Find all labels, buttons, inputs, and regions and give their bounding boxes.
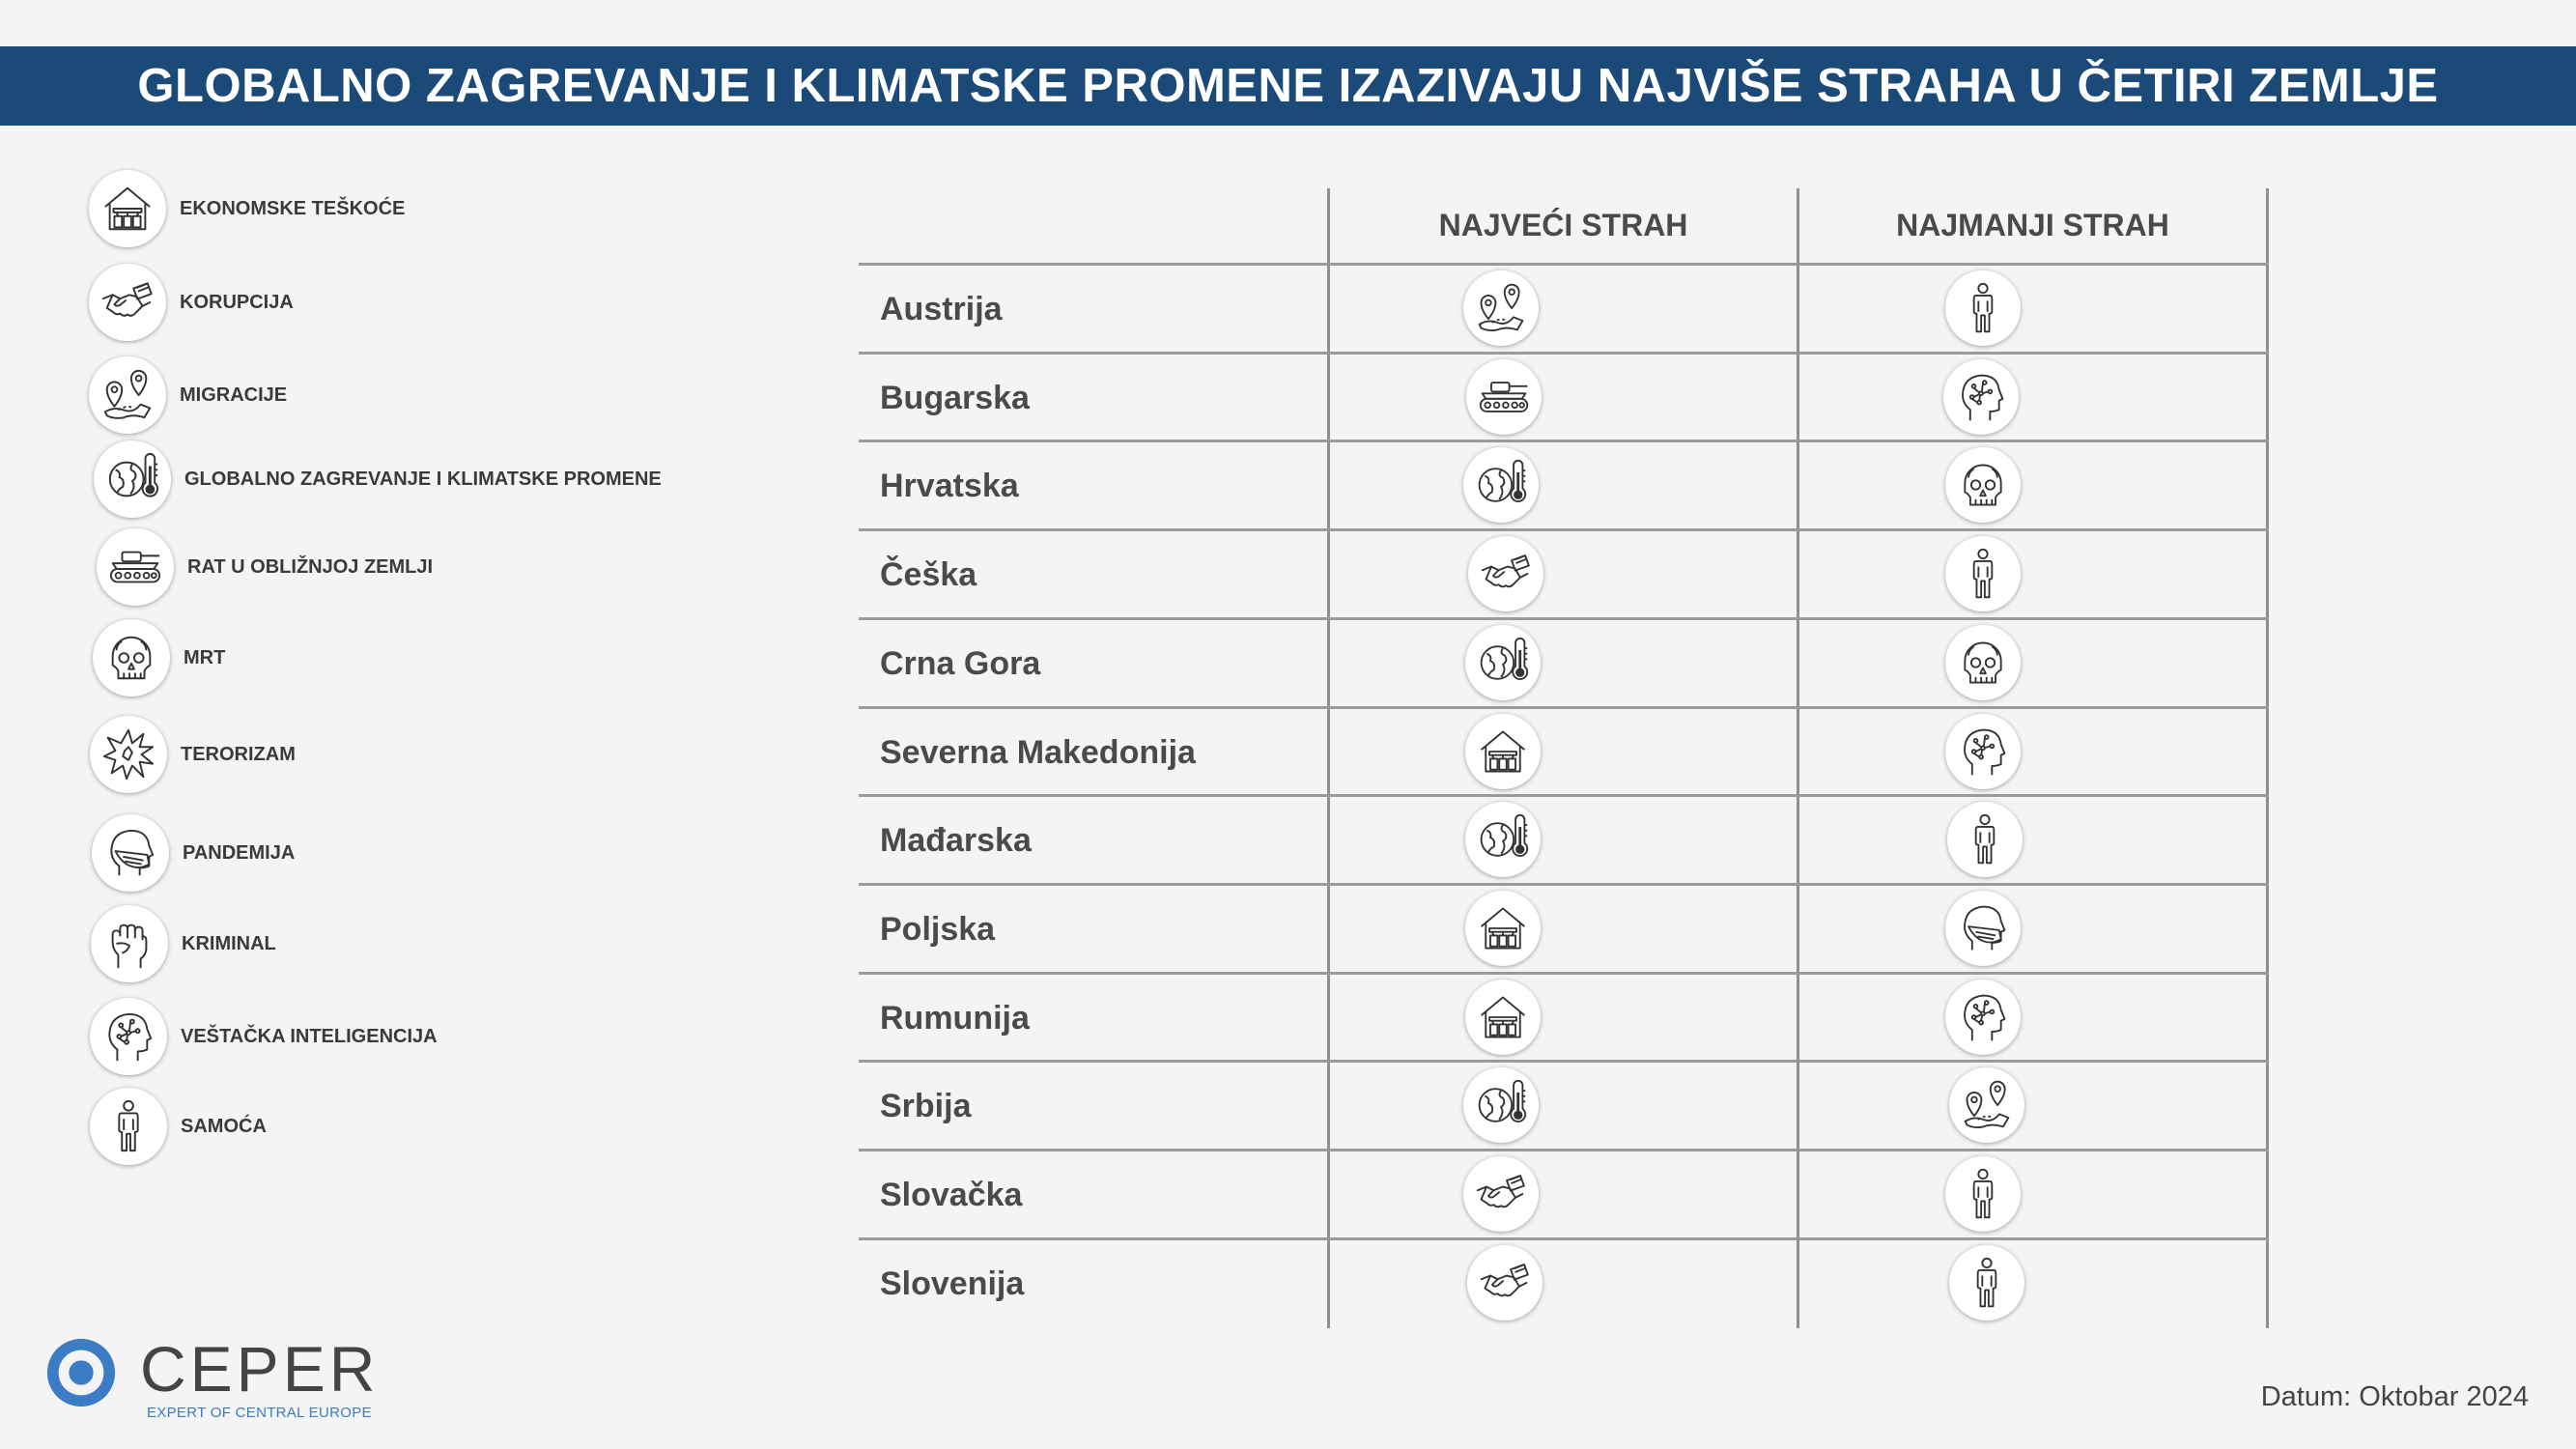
least-feared-person-icon <box>1947 802 2023 877</box>
most-feared-globe-thermometer-icon <box>1463 447 1539 523</box>
legend-item <box>90 1088 267 1165</box>
legend-icon-person-icon <box>90 1088 167 1165</box>
most-feared-economy-icon <box>1465 891 1541 966</box>
table-row <box>859 885 2269 974</box>
country-name: Slovenija <box>880 1265 1025 1302</box>
legend-label: SAMOĆA <box>181 1115 267 1137</box>
most-feared-handshake-icon <box>1468 536 1543 611</box>
legend-label: MIGRACIJE <box>180 384 288 406</box>
most-feared-handshake-icon <box>1463 1156 1539 1232</box>
least-feared-person-icon <box>1949 1245 2024 1321</box>
legend-label: VEŠTAČKA INTELIGENCIJA <box>181 1025 438 1047</box>
tank-icon <box>1477 370 1531 424</box>
map-pin-icon <box>1960 1078 2014 1132</box>
map-pin-icon <box>1474 281 1528 335</box>
country-name: Severna Makedonija <box>880 734 1196 771</box>
legend-label: TERORIZAM <box>181 743 296 765</box>
legend-label: PANDEMIJA <box>183 841 296 864</box>
legend-label: KRIMINAL <box>182 932 276 954</box>
legend-label: KORUPCIJA <box>180 291 294 313</box>
legend-item <box>90 716 296 793</box>
economy-icon <box>1476 990 1530 1044</box>
map-pin-icon <box>99 367 156 423</box>
header-least-feared: NAJMANJI STRAH <box>1896 208 2169 242</box>
legend-item <box>89 170 405 247</box>
most-feared-tank-icon <box>1466 359 1542 435</box>
skull-icon <box>1956 636 2010 690</box>
legend-icon-ai-head-icon <box>90 998 167 1075</box>
country-name: Austrija <box>880 291 1003 327</box>
legend-icon-globe-thermometer-icon <box>94 440 171 518</box>
legend-item <box>94 440 662 518</box>
least-feared-skull-icon <box>1945 447 2021 523</box>
handshake-icon <box>99 274 156 330</box>
legend-icon-economy-icon <box>89 170 166 247</box>
table-row <box>859 619 2269 708</box>
person-icon <box>1958 812 2012 867</box>
skull-icon <box>103 630 159 686</box>
most-feared-economy-icon <box>1465 714 1541 789</box>
person-icon <box>100 1098 156 1154</box>
least-feared-ai-head-icon <box>1945 980 2021 1055</box>
person-icon <box>1956 1167 2010 1221</box>
legend <box>0 0 773 1208</box>
legend-item <box>89 356 287 434</box>
tank-icon <box>107 539 163 595</box>
handshake-icon <box>1479 547 1533 601</box>
ceper-logo <box>43 1331 380 1428</box>
mask-head-icon <box>102 825 158 881</box>
least-feared-person-icon <box>1945 536 2021 611</box>
table-row <box>859 354 2269 442</box>
legend-icon-skull-icon <box>93 619 170 696</box>
legend-icon-tank-icon <box>97 528 174 606</box>
fear-table <box>859 188 2269 1328</box>
country-name: Crna Gora <box>880 645 1041 682</box>
legend-label: GLOBALNO ZAGREVANJE I KLIMATSKE PROMENE <box>184 468 662 490</box>
person-icon <box>1960 1256 2014 1310</box>
most-feared-globe-thermometer-icon <box>1465 625 1541 700</box>
page-title: GLOBALNO ZAGREVANJE I KLIMATSKE PROMENE IZAZIVAJU NAJVIŠE STRAHA U ČETIRI ZEMLJE <box>137 60 2439 112</box>
legend-item <box>97 528 433 606</box>
table-row <box>859 796 2269 885</box>
table-row <box>859 1151 2269 1239</box>
table-row <box>859 708 2269 797</box>
header-most-feared: NAJVEĆI STRAH <box>1438 208 1688 242</box>
least-feared-person-icon <box>1945 270 2021 346</box>
fist-icon <box>101 916 157 972</box>
most-feared-handshake-icon <box>1467 1245 1543 1321</box>
legend-item <box>90 998 438 1075</box>
country-name: Srbija <box>880 1088 972 1124</box>
logo-name: CEPER <box>140 1333 380 1405</box>
country-name: Rumunija <box>880 1000 1030 1037</box>
most-feared-economy-icon <box>1465 980 1541 1055</box>
legend-icon-explosion-icon <box>90 716 167 793</box>
ai-head-icon <box>100 1009 156 1065</box>
most-feared-globe-thermometer-icon <box>1465 802 1541 877</box>
mask-head-icon <box>1956 901 2010 955</box>
globe-thermometer-icon <box>1474 458 1528 512</box>
most-feared-map-pin-icon <box>1463 270 1539 346</box>
handshake-icon <box>1474 1167 1528 1221</box>
handshake-icon <box>1478 1256 1532 1310</box>
least-feared-mask-head-icon <box>1945 891 2021 966</box>
table-row <box>859 1062 2269 1151</box>
country-name: Bugarska <box>880 380 1030 416</box>
legend-icon-mask-head-icon <box>92 814 169 892</box>
person-icon <box>1956 281 2010 335</box>
legend-label: MRT <box>184 646 226 668</box>
legend-item <box>93 619 225 696</box>
globe-thermometer-icon <box>1474 1078 1528 1132</box>
economy-icon <box>1476 724 1530 779</box>
least-feared-skull-icon <box>1945 625 2021 700</box>
logo-tagline: EXPERT OF CENTRAL EUROPE <box>147 1405 372 1421</box>
legend-label: RAT U OBLIŽNJOJ ZEMLJI <box>187 555 434 578</box>
explosion-icon <box>100 726 156 782</box>
most-feared-globe-thermometer-icon <box>1463 1067 1539 1143</box>
globe-thermometer-icon <box>1476 812 1530 867</box>
legend-item <box>91 905 276 982</box>
legend-item <box>89 264 294 341</box>
person-icon <box>1956 547 2010 601</box>
date-label: Datum: Oktobar 2024 <box>2260 1381 2529 1412</box>
country-name: Češka <box>880 556 977 593</box>
ai-head-icon <box>1954 370 2008 424</box>
country-name: Poljska <box>880 911 996 948</box>
legend-label: EKONOMSKE TEŠKOĆE <box>180 197 406 219</box>
least-feared-ai-head-icon <box>1945 714 2021 789</box>
country-name: Mađarska <box>880 822 1032 859</box>
country-name: Hrvatska <box>880 468 1019 504</box>
least-feared-map-pin-icon <box>1949 1067 2024 1143</box>
legend-icon-map-pin-icon <box>89 356 166 434</box>
table-row <box>859 530 2269 619</box>
ai-head-icon <box>1956 990 2010 1044</box>
skull-icon <box>1956 458 2010 512</box>
legend-icon-fist-icon <box>91 905 168 982</box>
table-row <box>859 441 2269 530</box>
economy-icon <box>99 181 156 237</box>
table-row <box>859 974 2269 1063</box>
economy-icon <box>1476 901 1530 955</box>
globe-thermometer-icon <box>104 451 160 507</box>
least-feared-ai-head-icon <box>1943 359 2019 435</box>
globe-thermometer-icon <box>1476 636 1530 690</box>
least-feared-person-icon <box>1945 1156 2021 1232</box>
legend-item <box>92 814 295 892</box>
legend-icon-handshake-icon <box>89 264 166 341</box>
country-name: Slovačka <box>880 1177 1023 1213</box>
table-row <box>859 1239 2269 1328</box>
ai-head-icon <box>1956 724 2010 779</box>
ceper-logo-mark <box>43 1335 119 1410</box>
table-row <box>859 265 2269 354</box>
